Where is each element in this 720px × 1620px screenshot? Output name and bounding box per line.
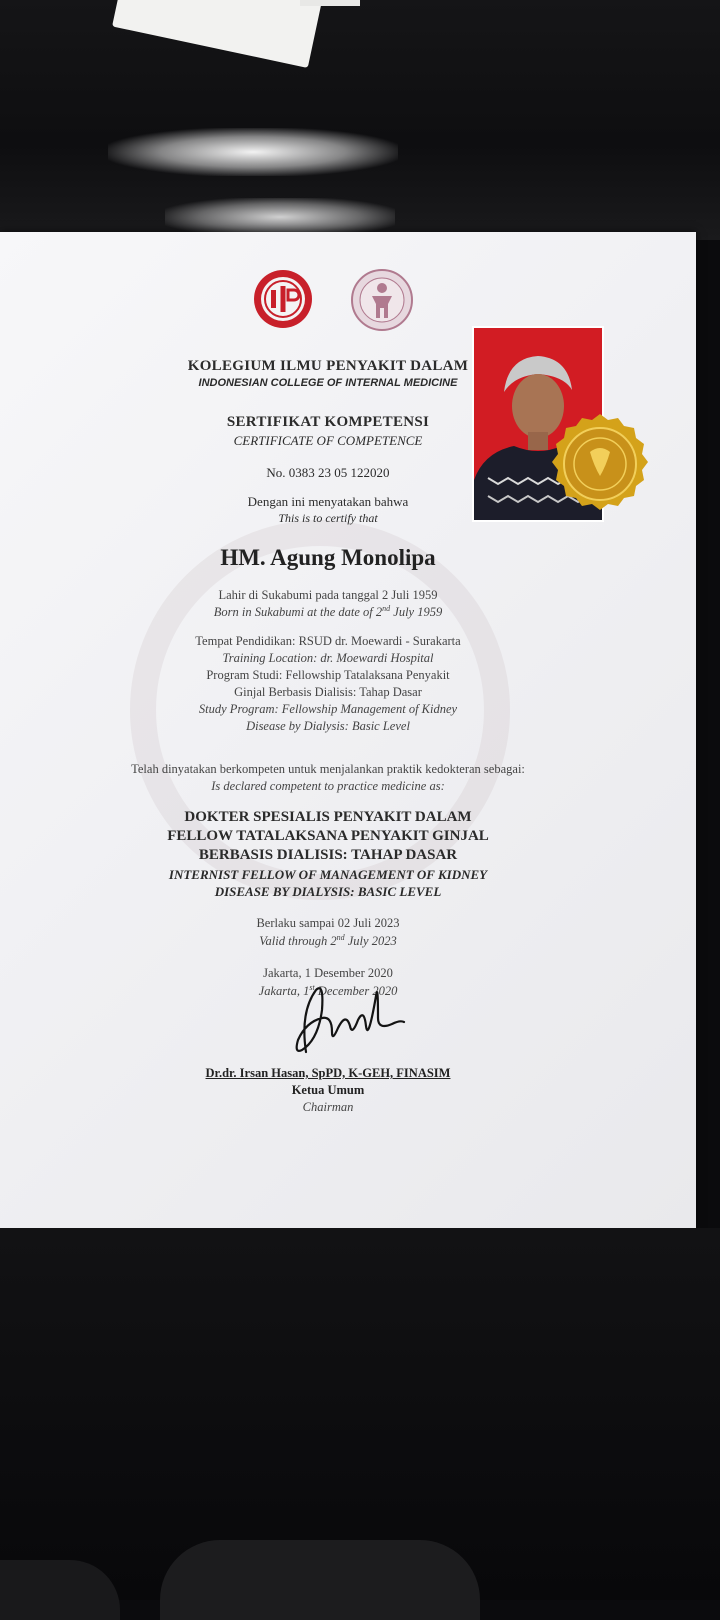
- signatory-name: Dr.dr. Irsan Hasan, SpPD, K-GEH, FINASIM: [205, 1066, 451, 1080]
- college-name-id: KOLEGIUM ILMU PENYAKIT DALAM: [187, 358, 469, 374]
- signatory-role-id: Ketua Umum: [291, 1083, 365, 1097]
- light-glare: [108, 128, 398, 176]
- study-program-en-1: Study Program: Fellowship Management of Kidney: [198, 702, 458, 716]
- card-corner-edge: [300, 0, 360, 6]
- study-program-id-1: Program Studi: Fellowship Tatalaksana Penyakit: [206, 668, 450, 682]
- certificate-number: No. 0383 23 05 122020: [266, 465, 390, 480]
- college-emblem-icon: [350, 268, 414, 332]
- declaration-en: Is declared competent to practice medicine as:: [211, 779, 445, 793]
- desk-object: [160, 1540, 480, 1620]
- competence-id-2: FELLOW TATALAKSANA PENYAKIT GINJAL: [167, 828, 489, 844]
- validity-en: Valid through 2nd July 2023: [259, 933, 397, 949]
- competence-id-3: BERBASIS DIALISIS: TAHAP DASAR: [198, 847, 458, 863]
- competence-id-1: DOKTER SPESIALIS PENYAKIT DALAM: [184, 809, 472, 825]
- issued-place-date-id: Jakarta, 1 Desember 2020: [263, 966, 393, 980]
- certificate-title-en: CERTIFICATE OF COMPETENCE: [233, 433, 423, 448]
- light-glare-2: [165, 198, 395, 236]
- birth-info-en: Born in Sukabumi at the date of 2nd July 1959: [213, 604, 443, 620]
- declaration-id: Telah dinyatakan berkompeten untuk menjalankan praktik kedokteran sebagai:: [131, 762, 525, 776]
- certificate-title-id: SERTIFIKAT KOMPETENSI: [226, 414, 430, 430]
- competence-en-2: DISEASE BY DIALYSIS: BASIC LEVEL: [214, 884, 442, 899]
- ipd-logo-icon: [252, 268, 314, 330]
- study-program-id-2: Ginjal Berbasis Dialisis: Tahap Dasar: [234, 685, 422, 699]
- training-location-en: Training Location: dr. Moewardi Hospital: [222, 651, 434, 665]
- training-location-id: Tempat Pendidikan: RSUD dr. Moewardi - Surakarta: [195, 634, 461, 648]
- certify-text-id: Dengan ini menyatakan bahwa: [247, 494, 409, 509]
- study-program-en-2: Disease by Dialysis: Basic Level: [246, 719, 410, 733]
- college-name-en: INDONESIAN COLLEGE OF INTERNAL MEDICINE: [198, 377, 458, 389]
- issued-place-date-en: Jakarta, 1st December 2020: [258, 983, 398, 999]
- recipient-name: HM. Agung Monolipa: [220, 545, 436, 570]
- competence-en-1: INTERNIST FELLOW OF MANAGEMENT OF KIDNEY: [168, 867, 488, 882]
- birth-info-id: Lahir di Sukabumi pada tanggal 2 Juli 1959: [218, 588, 438, 602]
- signature: [282, 980, 422, 1060]
- certify-text-en: This is to certify that: [278, 511, 378, 525]
- validity-id: Berlaku sampai 02 Juli 2023: [256, 916, 400, 930]
- signatory-role-en: Chairman: [302, 1100, 354, 1114]
